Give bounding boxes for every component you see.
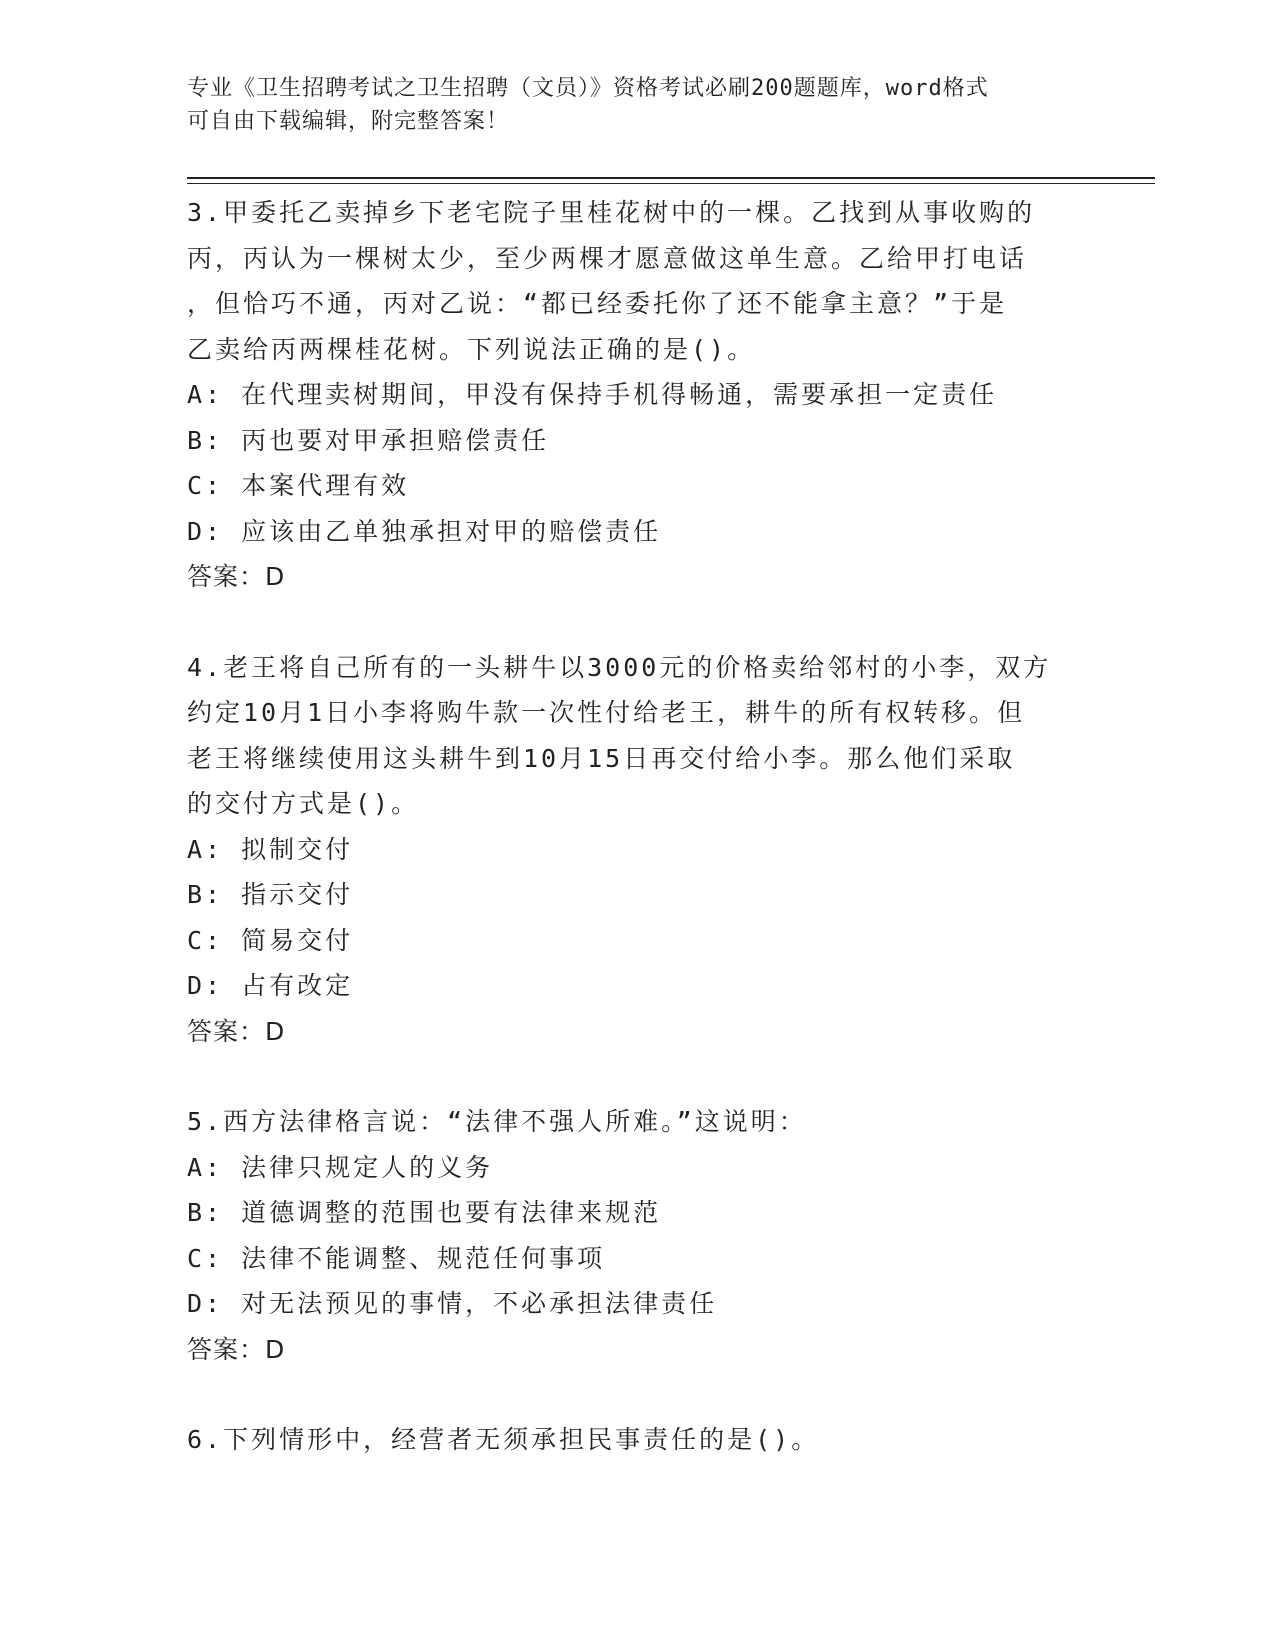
- option-d: D: 占有改定: [187, 971, 354, 1000]
- question-3: [187, 190, 1077, 600]
- document-header: [187, 72, 1067, 138]
- question-line: 6.下列情形中，经营者无须承担民事责任的是()。: [187, 1425, 820, 1454]
- question-line: 3.甲委托乙卖掉乡下老宅院子里桂花树中的一棵。乙找到从事收购的: [187, 198, 1036, 227]
- option-a: A: 法律只规定人的义务: [187, 1152, 494, 1182]
- question-4: [187, 645, 1077, 1055]
- spacer: [187, 1372, 1077, 1417]
- question-6: [187, 1417, 1077, 1463]
- answer: 答案：D: [187, 1016, 286, 1046]
- header-line-1: 专业《卫生招聘考试之卫生招聘（文员）》资格考试必刷200题题库，word格式: [187, 76, 989, 101]
- option-c: C: 法律不能调整、规范任何事项: [187, 1243, 606, 1273]
- question-list: [187, 190, 1077, 1463]
- option-b: B: 丙也要对甲承担赔偿责任: [187, 425, 550, 455]
- option-d: D: 对无法预见的事情，不必承担法律责任: [187, 1289, 718, 1318]
- question-line: 丙，丙认为一棵树太少，至少两棵才愿意做这单生意。乙给甲打电话: [187, 243, 1028, 273]
- question-line: 5.西方法律格言说：“法律不强人所难。”这说明：: [187, 1107, 807, 1136]
- question-line: 4.老王将自己所有的一头耕牛以3000元的价格卖给邻村的小李，双方: [187, 652, 1052, 682]
- option-b: B: 指示交付: [187, 880, 354, 909]
- option-b: B: 道德调整的范围也要有法律来规范: [187, 1198, 662, 1227]
- spacer: [187, 600, 1077, 645]
- option-c: C: 本案代理有效: [187, 471, 410, 500]
- option-d: D: 应该由乙单独承担对甲的赔偿责任: [187, 516, 662, 546]
- option-c: C: 简易交付: [187, 925, 354, 955]
- header-rule-thin: [187, 183, 1155, 184]
- option-a: A: 在代理卖树期间，甲没有保持手机得畅通，需要承担一定责任: [187, 380, 998, 409]
- question-line: 的交付方式是()。: [187, 789, 420, 818]
- option-a: A: 拟制交付: [187, 834, 354, 864]
- answer: 答案：D: [187, 562, 286, 591]
- question-line: ，但恰巧不通，丙对乙说：“都已经委托你了还不能拿主意？”于是: [187, 289, 1008, 318]
- answer: 答案：D: [187, 1334, 286, 1364]
- question-5: [187, 1099, 1077, 1372]
- header-line-2: 可自由下载编辑，附完整答案！: [187, 109, 510, 134]
- question-line: 约定10月1日小李将购牛款一次性付给老王，耕牛的所有权转移。但: [187, 698, 1026, 727]
- question-line: 乙卖给丙两棵桂花树。下列说法正确的是()。: [187, 334, 756, 364]
- spacer: [187, 1054, 1077, 1099]
- question-line: 老王将继续使用这头耕牛到10月15日再交付给小李。那么他们采取: [187, 743, 1016, 773]
- header-rule-thick: [187, 177, 1155, 179]
